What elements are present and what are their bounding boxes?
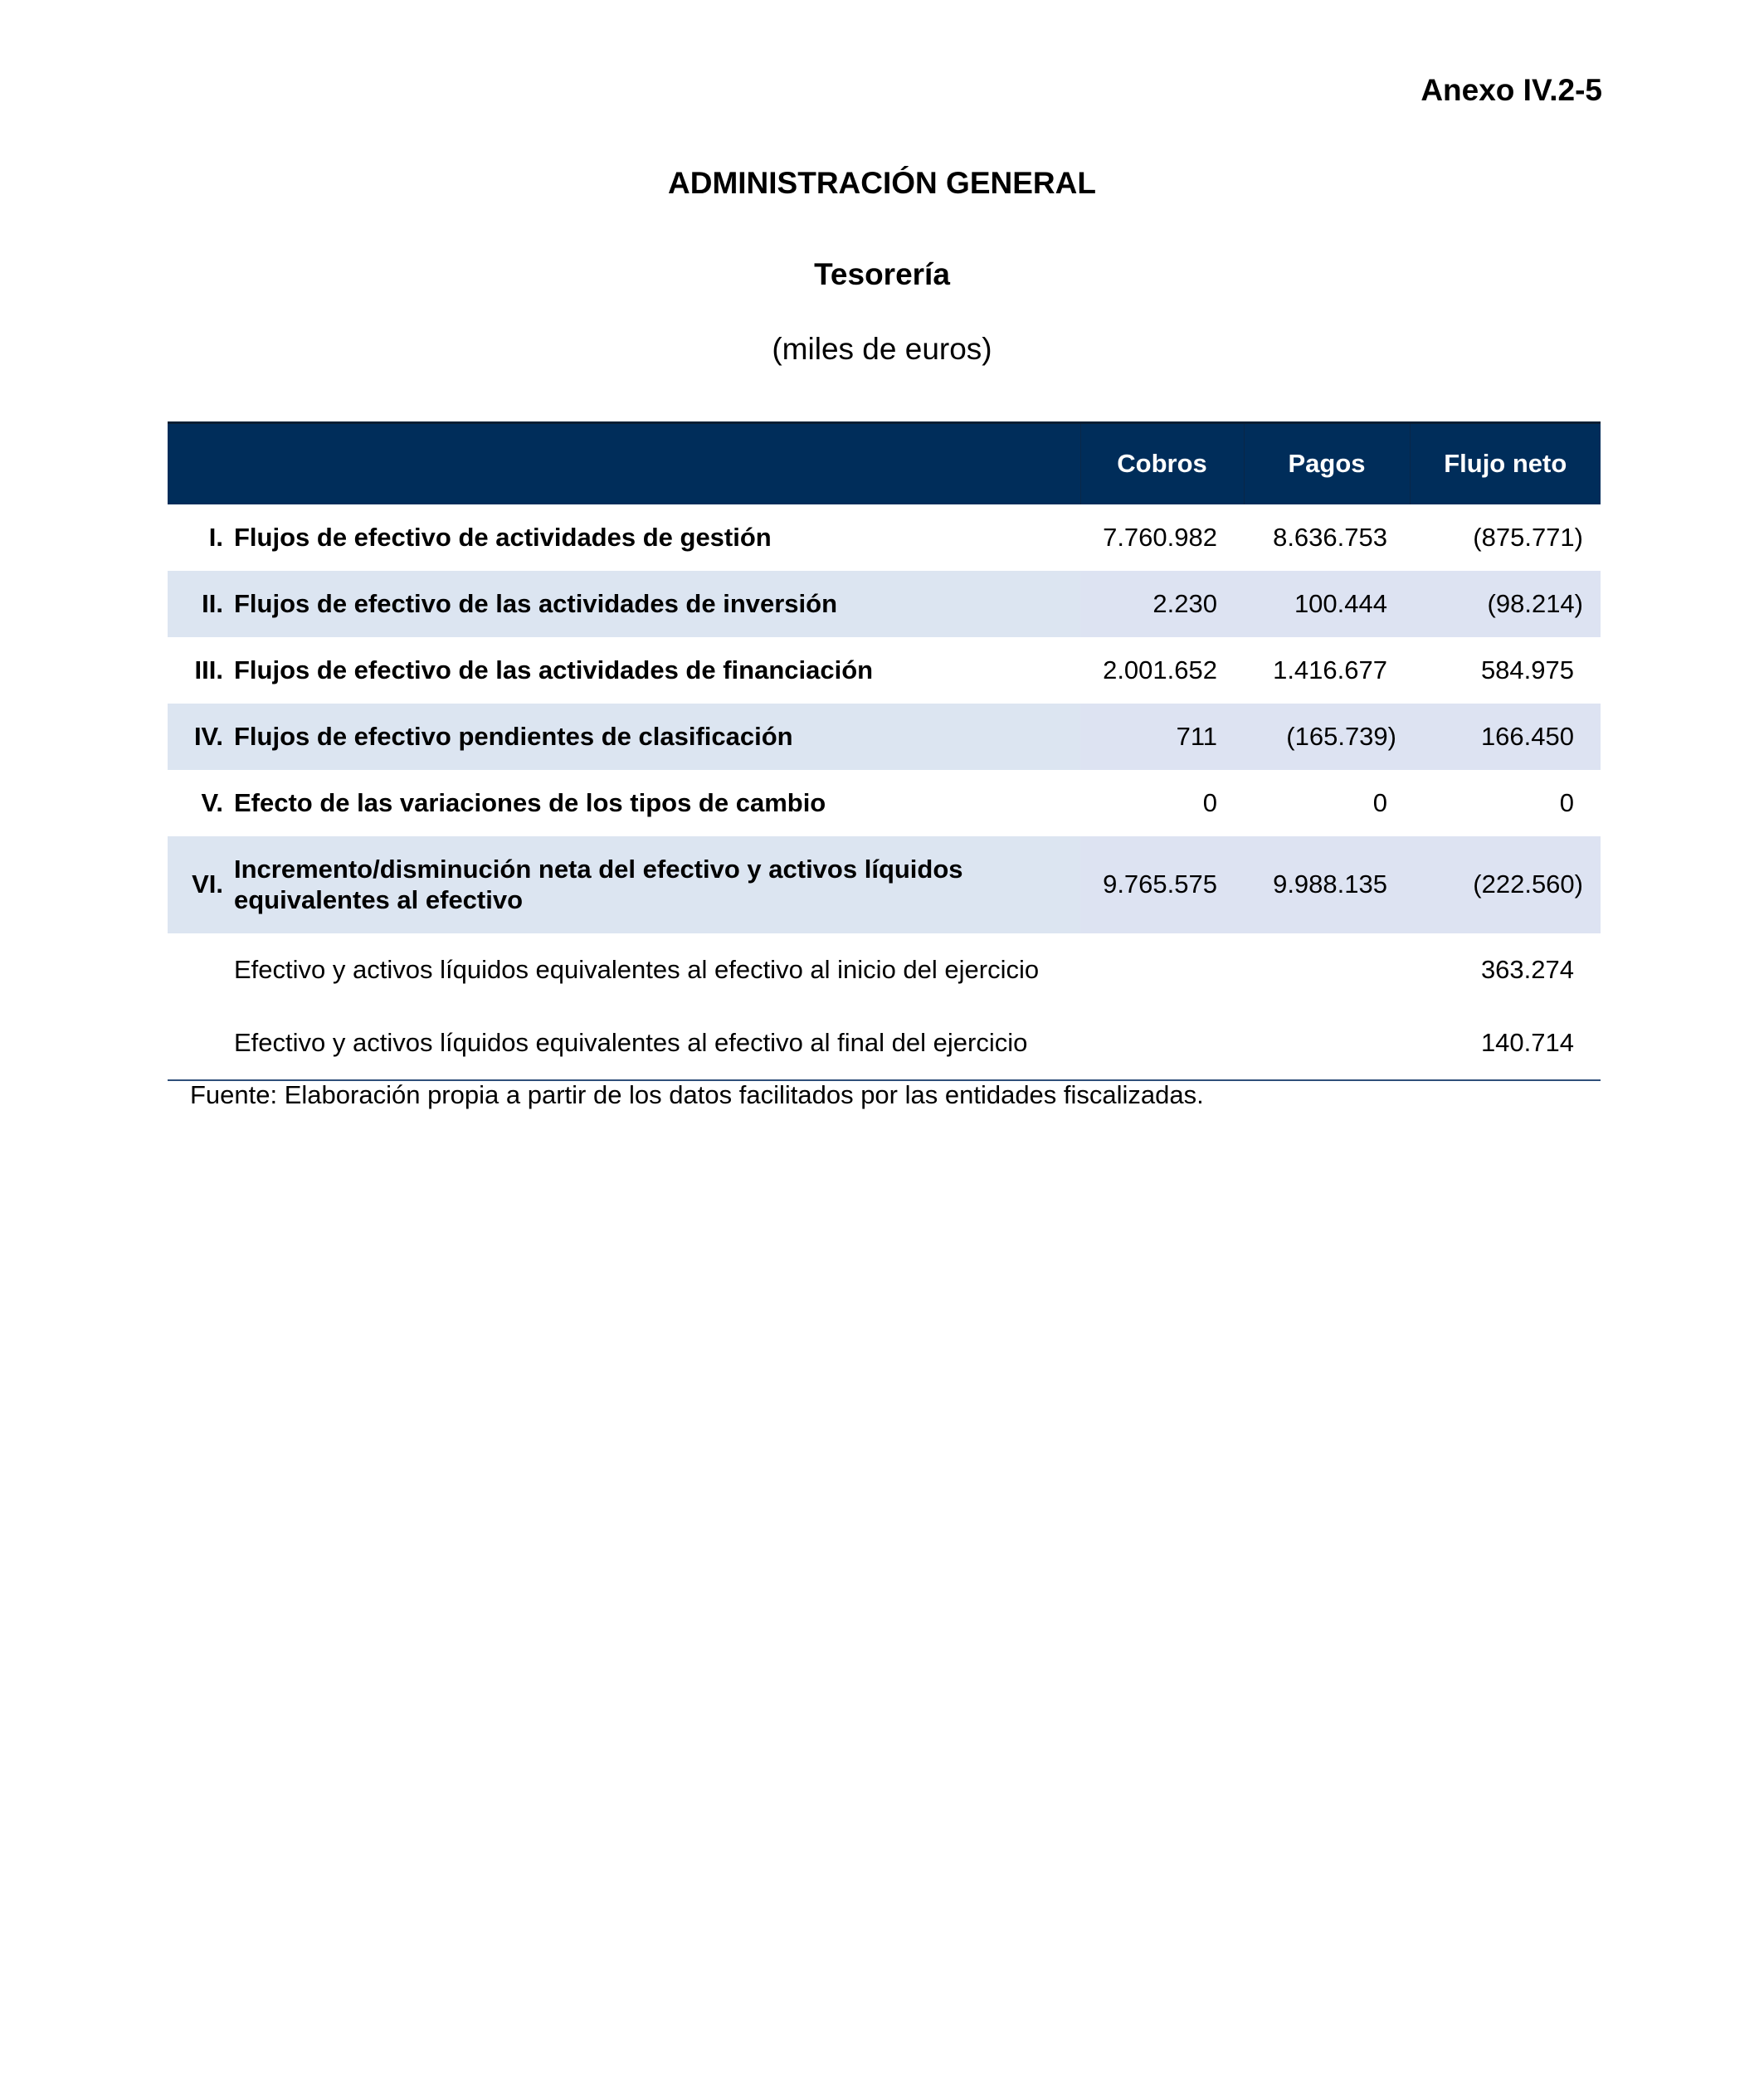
pagos-value: 0 [1372, 787, 1387, 817]
empty-cell [1244, 933, 1410, 1007]
flujo-neto-value: 584.975 [1480, 655, 1574, 684]
cobros-value: 711 [1080, 704, 1244, 770]
pagos-value: 8.636.753 [1273, 522, 1387, 552]
units-note: (miles de euros) [772, 332, 992, 366]
treasury-table [168, 421, 1601, 1081]
header-pagos: Pagos [1244, 423, 1410, 504]
cobros-value: 0 [1202, 787, 1217, 817]
pagos-value: (165.739) [1244, 704, 1410, 770]
table-row [168, 836, 1601, 933]
flujo-neto-value: (222.560) [1410, 836, 1601, 933]
total-label: Efectivo y activos líquidos equivalentes al efectivo al inicio del ejercicio [234, 955, 1040, 984]
table-row [168, 504, 1601, 571]
header-flujo-neto: Flujo neto [1410, 423, 1601, 504]
table-row [168, 770, 1601, 836]
flujo-neto-value: (98.214) [1410, 571, 1601, 637]
row-label: Flujos de efectivo de las actividades de inversión [232, 571, 1080, 637]
row-label: Flujos de efectivo pendientes de clasificación [232, 704, 1080, 770]
flujo-neto-value: 363.274 [1480, 955, 1574, 984]
row-label: Incremento/disminución neta del efectivo y activos líquidos equivalentes al efectivo [232, 836, 1080, 933]
pagos-value: 1.416.677 [1273, 655, 1387, 684]
cobros-value: 2.001.652 [1103, 655, 1217, 684]
flujo-neto-value: (875.771) [1473, 522, 1583, 552]
row-number: VI. [168, 836, 232, 933]
empty-cell [168, 933, 232, 1007]
cobros-value: 2.230 [1080, 571, 1244, 637]
annex-label: Anexo IV.2-5 [1420, 73, 1602, 107]
empty-cell [1244, 1007, 1410, 1080]
header-blank-cell [168, 423, 1080, 504]
total-row [168, 1007, 1601, 1080]
row-label: Flujos de efectivo de actividades de gestión [234, 523, 772, 552]
row-label: Efecto de las variaciones de los tipos de cambio [234, 788, 826, 817]
empty-cell [1080, 1007, 1244, 1080]
pagos-value: 100.444 [1244, 571, 1410, 637]
cobros-value: 9.765.575 [1080, 836, 1244, 933]
table-row [168, 704, 1601, 770]
table-row [168, 637, 1601, 704]
flujo-neto-value: 166.450 [1410, 704, 1601, 770]
row-number: I. [208, 522, 223, 552]
page-subtitle: Tesorería [814, 257, 950, 291]
source-note: Fuente: Elaboración propia a partir de los datos facilitados por las entidades fiscalizadas. [190, 1080, 1204, 1109]
row-label: Flujos de efectivo de las actividades de financiación [234, 655, 874, 684]
row-number: IV. [168, 704, 232, 770]
empty-cell [1080, 933, 1244, 1007]
header-cobros: Cobros [1080, 423, 1244, 504]
table-row [168, 571, 1601, 637]
page-title: ADMINISTRACIÓN GENERAL [668, 166, 1096, 200]
pagos-value: 9.988.135 [1244, 836, 1410, 933]
empty-cell [168, 1007, 232, 1080]
total-label: Efectivo y activos líquidos equivalentes al efectivo al final del ejercicio [232, 1007, 1080, 1080]
total-row [168, 933, 1601, 1007]
row-number: III. [194, 655, 223, 684]
table-header-row [168, 423, 1601, 504]
flujo-neto-value: 140.714 [1410, 1007, 1601, 1080]
row-number: II. [168, 571, 232, 637]
flujo-neto-value: 0 [1559, 787, 1574, 817]
row-number: V. [201, 787, 223, 817]
cobros-value: 7.760.982 [1103, 522, 1217, 552]
